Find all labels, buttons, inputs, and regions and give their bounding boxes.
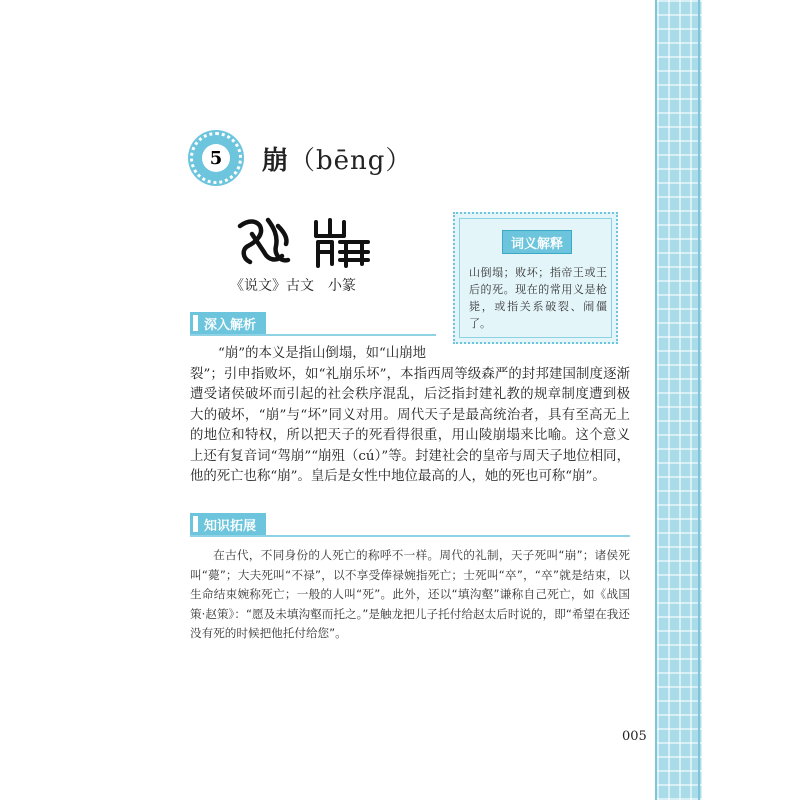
extension-tag-label: 知识拓展 — [204, 518, 257, 534]
page-number: 005 — [622, 729, 647, 744]
chapter-number-badge — [190, 132, 242, 184]
analysis-first-line: “崩”的本义是指山倒塌，如“山崩地 — [218, 346, 427, 361]
chapter-number: 5 — [202, 144, 230, 172]
extension-divider — [190, 535, 630, 537]
title-character: 崩 — [262, 146, 290, 176]
analysis-divider — [190, 334, 436, 336]
definition-text: 山倒塌；败坏；指帝王或王后的死。现在的常用义是枪毙，或指关系破裂、闹僵了。 — [469, 266, 607, 330]
analysis-tag — [190, 312, 266, 334]
title-pinyin: （bēng） — [289, 146, 413, 176]
analysis-body — [190, 344, 630, 488]
decorative-border-edge — [698, 0, 700, 800]
seal-script-glyphs — [234, 212, 374, 272]
decorative-border-strip — [655, 0, 702, 800]
extension-paragraph: 在古代，不同身份的人死亡的称呼不一样。周代的礼制，天子死叫“崩”；诸侯死叫“薨”；大夫死叫“不禄”，以不享受俸禄婉指死亡；士死叫“卒”，“卒”就是结束，以生命结束婉称死亡；一般的人叫“死”。此外，还以“填沟壑”谦称自己死亡，如《战国策·赵策》：“愿及未填沟壑而托之。”是触龙把儿子托付给赵太后时说的，即“希望在我还没有死的时候把他托付给您”。 — [190, 548, 630, 641]
extension-body — [190, 546, 630, 644]
page-title — [262, 140, 412, 177]
seal-caption: 《说文》古文 小篆 — [230, 278, 356, 294]
extension-tag — [190, 513, 266, 535]
analysis-paragraph: 裂”；引申指败坏，如“礼崩乐坏”，本指西周等级森严的封邦建国制度逐渐遭受诸侯破坏而引起的社会秩序混乱，后泛指封建礼教的规章制度遭到极大的破坏，“崩”与“坏”同义对用。周代天子是最高统治者，具有至高无上的地位和特权，所以把天子的死看得很重，用山陵崩塌来比喻。这个意义上还有复音词“驾崩”“崩殂（cú）”等。封建社会的皇帝与周天子地位相同，他的死亡也称“崩”。皇后是女性中地位最高的人，她的死也可称“崩”。 — [190, 366, 630, 484]
ancient-script-glyph — [240, 220, 288, 262]
analysis-tag-label: 深入解析 — [204, 317, 257, 333]
definition-box — [453, 212, 618, 344]
definition-tag: 词义解释 — [502, 230, 572, 254]
small-seal-glyph — [316, 220, 368, 266]
